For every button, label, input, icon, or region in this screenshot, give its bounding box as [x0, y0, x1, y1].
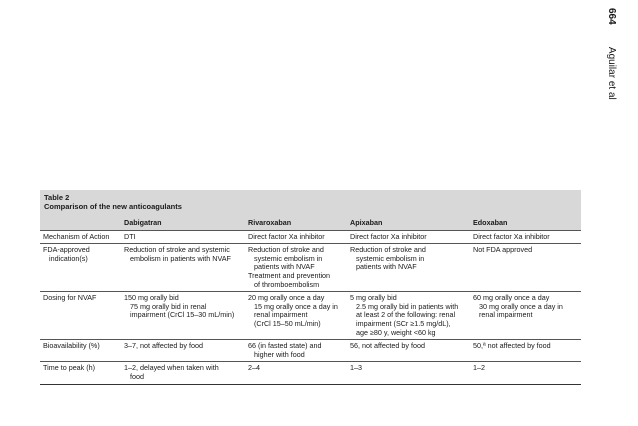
column-header-apixaban: Apixaban: [347, 216, 470, 230]
cell-text-line: FDA-approved: [43, 245, 90, 255]
cell-text-line: Mechanism of Action: [43, 231, 110, 241]
comparison-table: [40, 216, 581, 385]
cell-text-line: 5 mg orally bid: [350, 293, 397, 303]
table-row-mechanism-of-action: [40, 230, 581, 244]
running-head: [606, 8, 617, 100]
cell-text-line: embolism in patients with NVAF: [130, 253, 231, 263]
cell-text-line: 60 mg orally once a day: [473, 293, 550, 303]
cell-text-line: 15 mg orally once a day in: [254, 301, 338, 311]
cell-text-line: systemic embolism in: [254, 253, 323, 263]
column-header-blank: [40, 216, 121, 230]
page-number: 664: [606, 8, 617, 25]
cell-text-line: 2–4: [248, 363, 260, 373]
cell-text-line: higher with food: [254, 349, 305, 359]
cell-text-line: impairment (CrCl 15–30 mL/min): [130, 310, 235, 320]
cell-rivaroxaban: [245, 362, 347, 384]
cell-text-line: 56, not affected by food: [350, 341, 425, 351]
table-row-time-to-peak: [40, 362, 581, 384]
cell-rivaroxaban: [245, 292, 347, 340]
cell-text-line: 50,ª not affected by food: [473, 341, 551, 351]
cell-edoxaban: [470, 230, 581, 244]
cell-text-line: (CrCl 15–50 mL/min): [254, 318, 321, 328]
cell-dabigatran: [121, 230, 245, 244]
cell-text-line: indication(s): [49, 253, 88, 263]
table-body: [40, 230, 581, 384]
cell-text-line: DTI: [124, 231, 136, 241]
cell-text-line: 1–2, delayed when taken with: [124, 363, 219, 373]
cell-text-line: Dosing for NVAF: [43, 293, 97, 303]
cell-rivaroxaban: [245, 340, 347, 362]
cell-text-line: patients with NVAF: [254, 262, 315, 272]
cell-apixaban: [347, 230, 470, 244]
row-label-cell: [40, 230, 121, 244]
running-head-authors: Aguilar et al: [606, 46, 617, 100]
cell-text-line: 1–3: [350, 363, 362, 373]
cell-apixaban: [347, 340, 470, 362]
cell-text-line: at least 2 of the following: renal: [356, 310, 456, 320]
cell-edoxaban: [470, 362, 581, 384]
cell-text-line: Reduction of stroke and: [350, 245, 426, 255]
cell-text-line: 3–7, not affected by food: [124, 341, 203, 351]
cell-rivaroxaban: [245, 230, 347, 244]
column-header-dabigatran: Dabigatran: [121, 216, 245, 230]
cell-text-line: impairment (SCr ≥1.5 mg/dL),: [356, 318, 451, 328]
cell-text-line: Bioavailability (%): [43, 341, 100, 351]
cell-dabigatran: [121, 292, 245, 340]
cell-text-line: Time to peak (h): [43, 363, 96, 373]
table-caption: [40, 190, 581, 216]
table-title: Comparison of the new anticoagulants: [44, 202, 182, 211]
cell-text-line: food: [130, 371, 144, 381]
cell-text-line: 150 mg orally bid: [124, 293, 179, 303]
cell-text-line: 1–2: [473, 363, 485, 373]
cell-text-line: 75 mg orally bid in renal: [130, 301, 207, 311]
cell-rivaroxaban: [245, 244, 347, 292]
table-row-dosing-nvaf: [40, 292, 581, 340]
row-label-cell: [40, 340, 121, 362]
table-header-row: [40, 216, 581, 230]
cell-text-line: Direct factor Xa inhibitor: [473, 231, 550, 241]
cell-text-line: systemic embolism in: [356, 253, 425, 263]
cell-dabigatran: [121, 362, 245, 384]
column-header-rivaroxaban: Rivaroxaban: [245, 216, 347, 230]
table-label: Table 2: [44, 193, 70, 202]
column-header-edoxaban: Edoxaban: [470, 216, 581, 230]
cell-text-line: Not FDA approved: [473, 245, 533, 255]
cell-text-line: 2.5 mg orally bid in patients with: [356, 301, 459, 311]
row-label-cell: [40, 244, 121, 292]
cell-text-line: Treatment and prevention: [248, 270, 331, 280]
row-label-cell: [40, 362, 121, 384]
cell-edoxaban: [470, 292, 581, 340]
cell-text-line: renal impairment: [479, 310, 533, 320]
cell-text-line: 66 (in fasted state) and: [248, 341, 322, 351]
cell-text-line: Direct factor Xa inhibitor: [248, 231, 325, 241]
cell-text-line: patients with NVAF: [356, 262, 417, 272]
row-label-cell: [40, 292, 121, 340]
cell-text-line: 20 mg orally once a day: [248, 293, 325, 303]
cell-text-line: of thromboembolism: [254, 279, 320, 289]
cell-text-line: Reduction of stroke and: [248, 245, 324, 255]
cell-text-line: Direct factor Xa inhibitor: [350, 231, 427, 241]
cell-apixaban: [347, 244, 470, 292]
cell-dabigatran: [121, 340, 245, 362]
cell-edoxaban: [470, 340, 581, 362]
table-row-fda-indication: [40, 244, 581, 292]
cell-dabigatran: [121, 244, 245, 292]
cell-apixaban: [347, 292, 470, 340]
cell-text-line: age ≥80 y, weight <60 kg: [356, 327, 436, 337]
table-row-bioavailability: [40, 340, 581, 362]
anticoagulant-table: [40, 190, 581, 385]
cell-text-line: renal impairment: [254, 310, 308, 320]
cell-text-line: Reduction of stroke and systemic: [124, 245, 230, 255]
cell-text-line: 30 mg orally once a day in: [479, 301, 563, 311]
cell-apixaban: [347, 362, 470, 384]
cell-edoxaban: [470, 244, 581, 292]
